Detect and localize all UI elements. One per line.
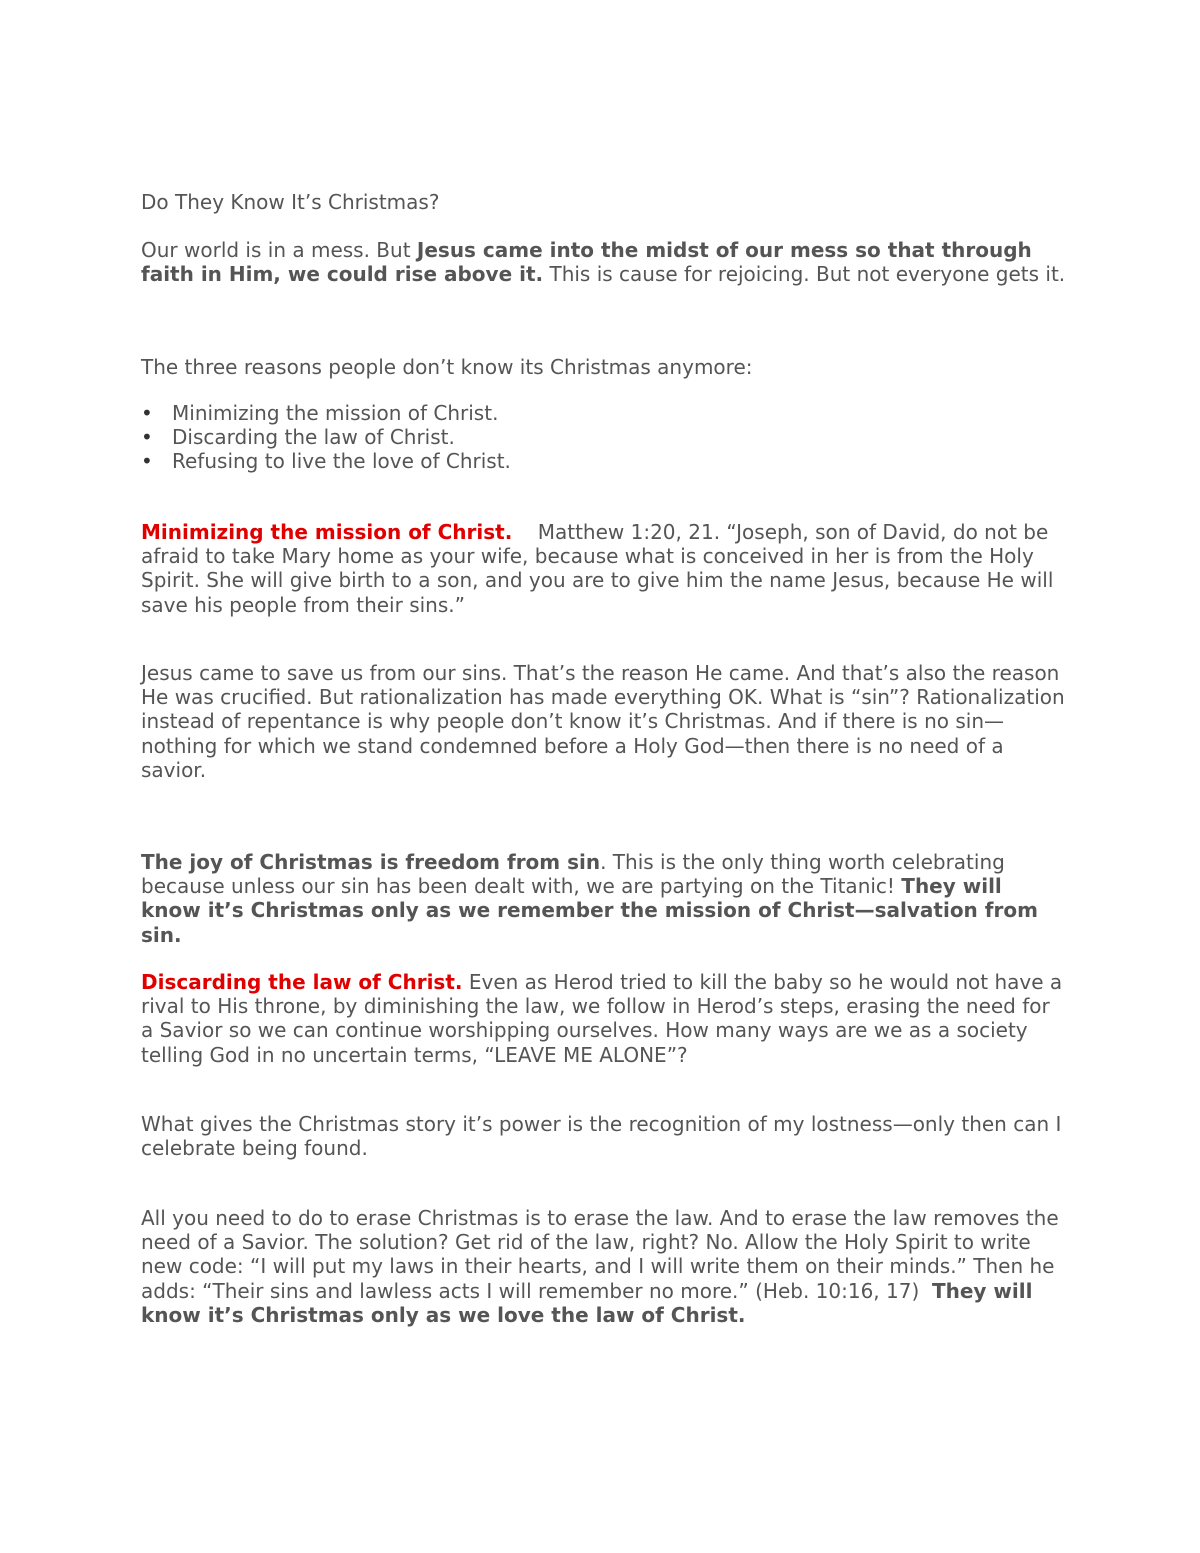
power-paragraph: What gives the Christmas story it’s power is the recognition of my lostness—only then can I celebrate being found.: [141, 1112, 1062, 1161]
reasons-list-item: • Minimizing the mission of Christ.: [141, 401, 1066, 425]
erase-text: All you need to do to erase Christmas is to erase the law. And to erase the law removes the need of a Savior. The solution? Get rid of the law, right? No. Allow the Holy Spirit to write new code: “I will put my laws in their hearts, and I will write them on their minds.” Then he adds: “Their sins and lawless acts I will remember no more.” (Heb. 10:16, 17): [141, 1206, 1066, 1303]
document-title: Do They Know It’s Christmas?: [141, 190, 440, 214]
reasons-list-item: • Refusing to live the love of Christ.: [141, 449, 1066, 473]
erase-bold-conclusion: They will know it’s Christmas only as we love the law of Christ.: [141, 1278, 1033, 1327]
section-mission-heading: Minimizing the mission of Christ.: [141, 520, 513, 544]
section-mission-paragraph: [141, 520, 1066, 617]
reasons-list-item: • Discarding the law of Christ.: [141, 425, 1066, 449]
joy-bold-conclusion: They will know it’s Christmas only as we remember the mission of Christ—salvation from sin.: [141, 874, 1038, 947]
section-law-text: Even as Herod tried to kill the baby so he would not have a rival to His throne, by diminishing the law, we follow in Herod’s steps, erasing the need for a Savior so we can continue worshipping ourselves. How many ways are we as a society telling God in no uncertain terms, “LEAVE ME ALONE”?: [141, 970, 1063, 1067]
intro-bold-statement: Jesus came into the midst of our mess so that through faith in Him, we could rise above it.: [141, 238, 1032, 287]
section-law-paragraph: [141, 970, 1066, 1067]
joy-text: . This is the only thing worth celebrating because unless our sin has been dealt with, we are partying on the Titanic!: [141, 850, 1005, 899]
intro-text-1: Our world is in a mess. But: [141, 238, 417, 262]
joy-paragraph: [141, 850, 1066, 947]
reasons-list: [141, 401, 1066, 474]
intro-text-2: This is cause for rejoicing. But not everyone gets it.: [543, 262, 1066, 287]
sin-paragraph: Jesus came to save us from our sins. That’s the reason He came. And that’s also the reason He was crucified. But rationalization has made everything OK. What is “sin”? Rationalization instead of repentance is why people don’t know it’s Christmas. And if there is no sin—nothing for which we stand condemned before a Holy God—then there is no need of a savior.: [141, 661, 1065, 782]
section-mission-text: Matthew 1:20, 21. “Joseph, son of David, do not be afraid to take Mary home as your wife, because what is conceived in her is from the Holy Spirit. She will give birth to a son, and you are to give him the name Jesus, because He will save his people from their sins.”: [141, 520, 1060, 617]
joy-bold-lead: The joy of Christmas is freedom from sin: [141, 850, 601, 874]
reasons-heading: The three reasons people don’t know its Christmas anymore:: [141, 355, 753, 379]
intro-paragraph: [141, 238, 1066, 286]
erase-paragraph: [141, 1206, 1066, 1327]
section-law-heading: Discarding the law of Christ.: [141, 970, 463, 994]
